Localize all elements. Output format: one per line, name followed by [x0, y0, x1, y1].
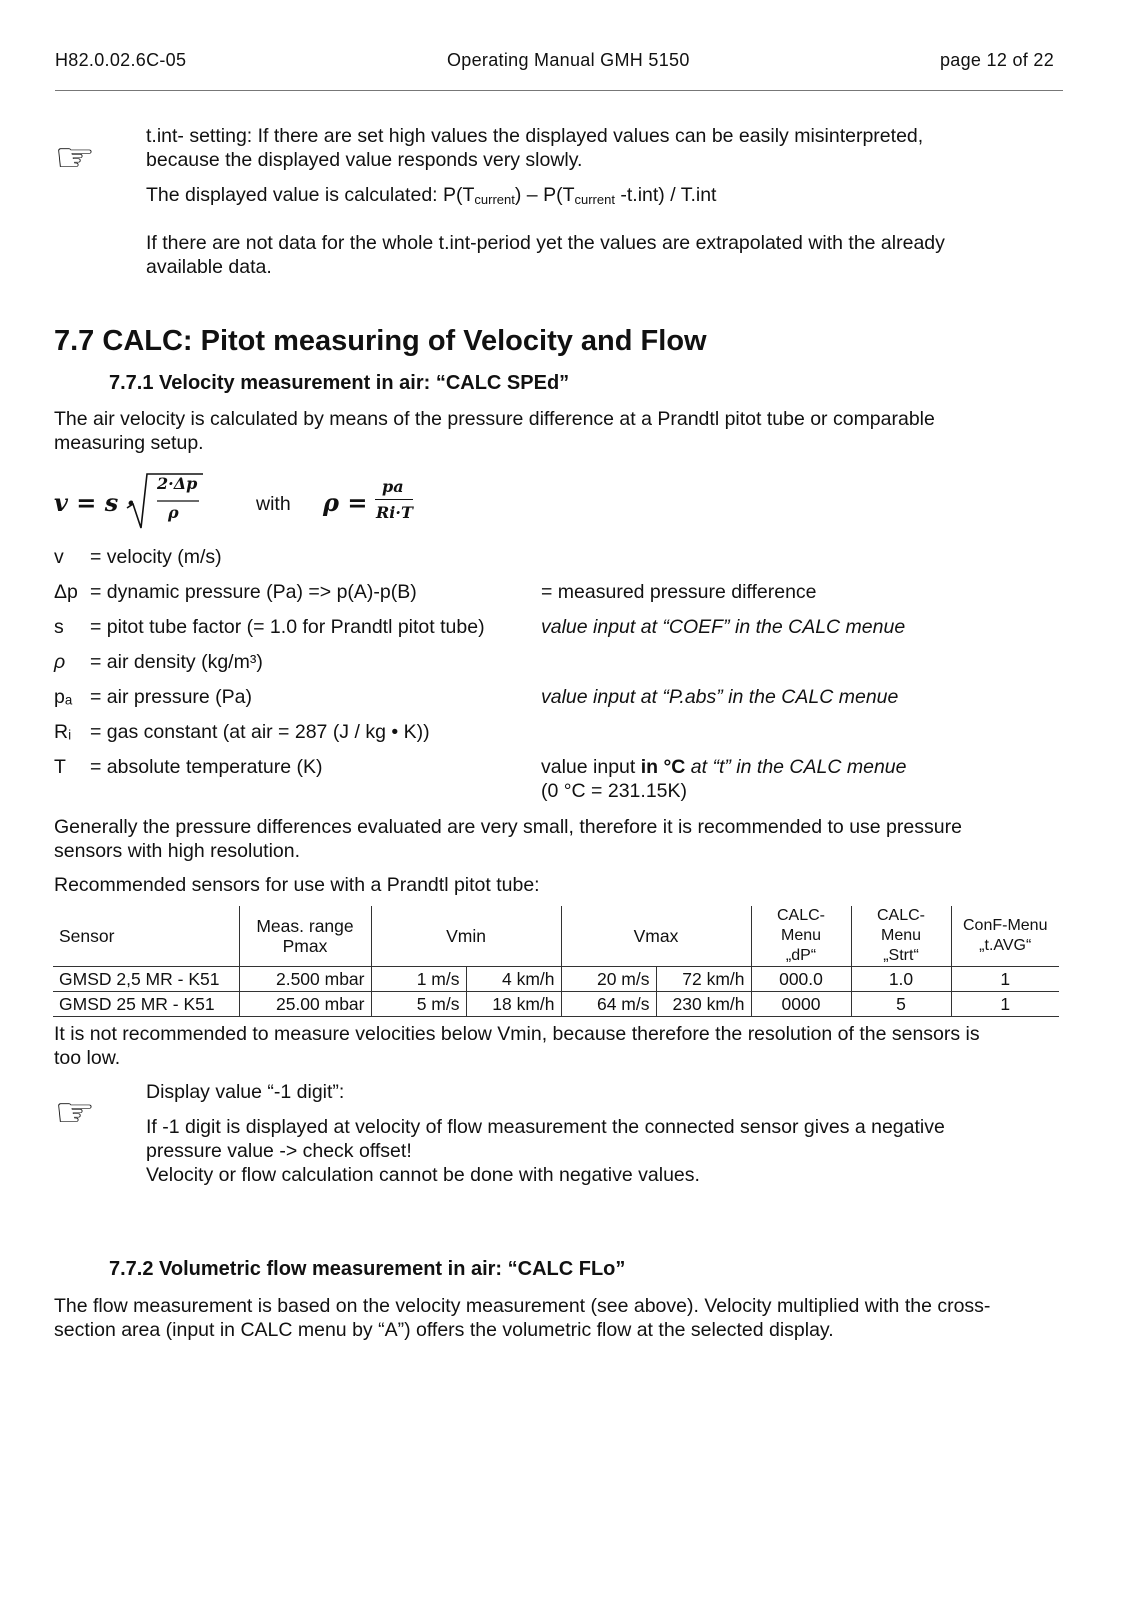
general-line1: Generally the pressure differences evaluated are very small, therefore it is recommended to use pressure: [54, 816, 962, 838]
var-note: value input in °C at “t” in the CALC menue: [541, 756, 907, 778]
var-symbol: Rᵢ: [54, 721, 72, 743]
pointing-hand-icon: ☞: [54, 1091, 96, 1135]
formula-denominator: ρ: [168, 503, 179, 522]
recommended-caption: Recommended sensors for use with a Prandtl pitot tube:: [54, 874, 540, 896]
table-cell: 18 km/h: [466, 992, 561, 1017]
header-cell: CALC-Menu „Strt“: [851, 906, 951, 967]
formula-with: with: [256, 493, 291, 515]
table-header-row: [53, 906, 1059, 967]
table-cell: 0000: [751, 992, 851, 1017]
flow-line1: The flow measurement is based on the velocity measurement (see above). Velocity multiplied with the cross-: [54, 1295, 991, 1317]
table-cell: 2.500 mbar: [239, 967, 371, 992]
table-cell: 5: [851, 992, 951, 1017]
table-cell: 4 km/h: [466, 967, 561, 992]
pointing-hand-icon: ☞: [54, 136, 96, 180]
table-cell: 25.00 mbar: [239, 992, 371, 1017]
var-symbol: Δp: [54, 581, 78, 603]
sensor-table: [53, 906, 1059, 1017]
note-tint-line1: t.int- setting: If there are set high values the displayed values can be easily misinterpreted,: [146, 125, 924, 147]
note-tint-formula: The displayed value is calculated: $P(T_{current}) - P(T_{current}$ -t.int) / T.int: [146, 184, 717, 207]
table-cell: 72 km/h: [656, 967, 751, 992]
table-cell: 1.0: [851, 967, 951, 992]
formula-numerator: 2·Δp: [157, 474, 198, 493]
var-symbol: pₐ: [54, 686, 73, 708]
note-tint-line2: because the displayed value responds very slowly.: [146, 149, 583, 171]
table-cell: 1 m/s: [371, 967, 466, 992]
doc-id: H82.0.02.6C-05: [55, 50, 187, 70]
fraction-bar: [375, 499, 413, 500]
formula-velocity: v = s ·: [54, 488, 135, 517]
subsection-flow-title: 7.7.2 Volumetric flow measurement in air: “CALC FLo”: [109, 1258, 626, 1280]
table-row: [53, 992, 1059, 1017]
table-cell: GMSD 25 MR - K51: [53, 992, 239, 1017]
table-cell: 230 km/h: [656, 992, 751, 1017]
notrec-line2: too low.: [54, 1047, 121, 1069]
header-divider: [55, 90, 1063, 91]
header-cell: Vmin: [371, 906, 561, 967]
formula-rho: ρ =: [323, 488, 368, 517]
general-line2: sensors with high resolution.: [54, 840, 301, 862]
table-cell: 5 m/s: [371, 992, 466, 1017]
flow-line2: section area (input in CALC menu by “A”) offers the volumetric flow at the selected display.: [54, 1319, 834, 1341]
doc-title: Operating Manual GMH 5150: [447, 50, 690, 70]
header-cell: ConF-Menu „t.AVG“: [951, 906, 1059, 967]
formula-rho-denominator: Ri·T: [376, 503, 413, 522]
note-digit-line2: pressure value -> check offset!: [146, 1140, 412, 1162]
note-tint-line3: If there are not data for the whole t.int-period yet the values are extrapolated with the already: [146, 232, 945, 254]
var-note: value input at “P.abs” in the CALC menue: [541, 686, 899, 708]
intro-line1: The air velocity is calculated by means of the pressure difference at a Prandtl pitot tube or comparable: [54, 408, 935, 430]
var-note-line2: (0 °C = 231.15K): [541, 780, 688, 802]
var-description: = air density (kg/m³): [90, 651, 263, 673]
var-description: = gas constant (at air = 287 (J / kg • K)): [90, 721, 430, 743]
intro-line2: measuring setup.: [54, 432, 204, 454]
note-digit-line1: If -1 digit is displayed at velocity of flow measurement the connected sensor gives a negative: [146, 1116, 945, 1138]
var-symbol: ρ: [54, 651, 66, 673]
var-description: = absolute temperature (K): [90, 756, 323, 778]
table-cell: 1: [951, 992, 1059, 1017]
var-description: = air pressure (Pa): [90, 686, 253, 708]
var-symbol: T: [54, 756, 66, 778]
header-cell: Sensor: [53, 906, 239, 967]
header-cell: Vmax: [561, 906, 751, 967]
var-description: = pitot tube factor (= 1.0 for Prandtl pitot tube): [90, 616, 485, 638]
header-cell: CALC-Menu „dP“: [751, 906, 851, 967]
table-row: [53, 967, 1059, 992]
var-note: = measured pressure difference: [541, 581, 817, 603]
var-description: = dynamic pressure (Pa) => p(A)-p(B): [90, 581, 417, 603]
table-cell: 1: [951, 967, 1059, 992]
note-digit-line3: Velocity or flow calculation cannot be done with negative values.: [146, 1164, 700, 1186]
var-note: value input at “COEF” in the CALC menue: [541, 616, 906, 638]
header-cell: Meas. range Pmax: [239, 906, 371, 967]
var-symbol: v: [54, 546, 64, 568]
var-symbol: s: [54, 616, 64, 638]
notrec-line1: It is not recommended to measure velocities below Vmin, because therefore the resolution of the sensors is: [54, 1023, 980, 1045]
page-number: page 12 of 22: [940, 50, 1055, 70]
table-cell: 20 m/s: [561, 967, 656, 992]
subsection-velocity-title: 7.7.1 Velocity measurement in air: “CALC SPEd”: [109, 372, 570, 394]
table-cell: 64 m/s: [561, 992, 656, 1017]
table-cell: GMSD 2,5 MR - K51: [53, 967, 239, 992]
var-description: = velocity (m/s): [90, 546, 222, 568]
formula-rho-numerator: pa: [382, 477, 404, 496]
note-digit-title: Display value “-1 digit”:: [146, 1081, 345, 1103]
section-title: 7.7 CALC: Pitot measuring of Velocity and Flow: [54, 325, 707, 357]
note-tint-line4: available data.: [146, 256, 272, 278]
table-cell: 000.0: [751, 967, 851, 992]
